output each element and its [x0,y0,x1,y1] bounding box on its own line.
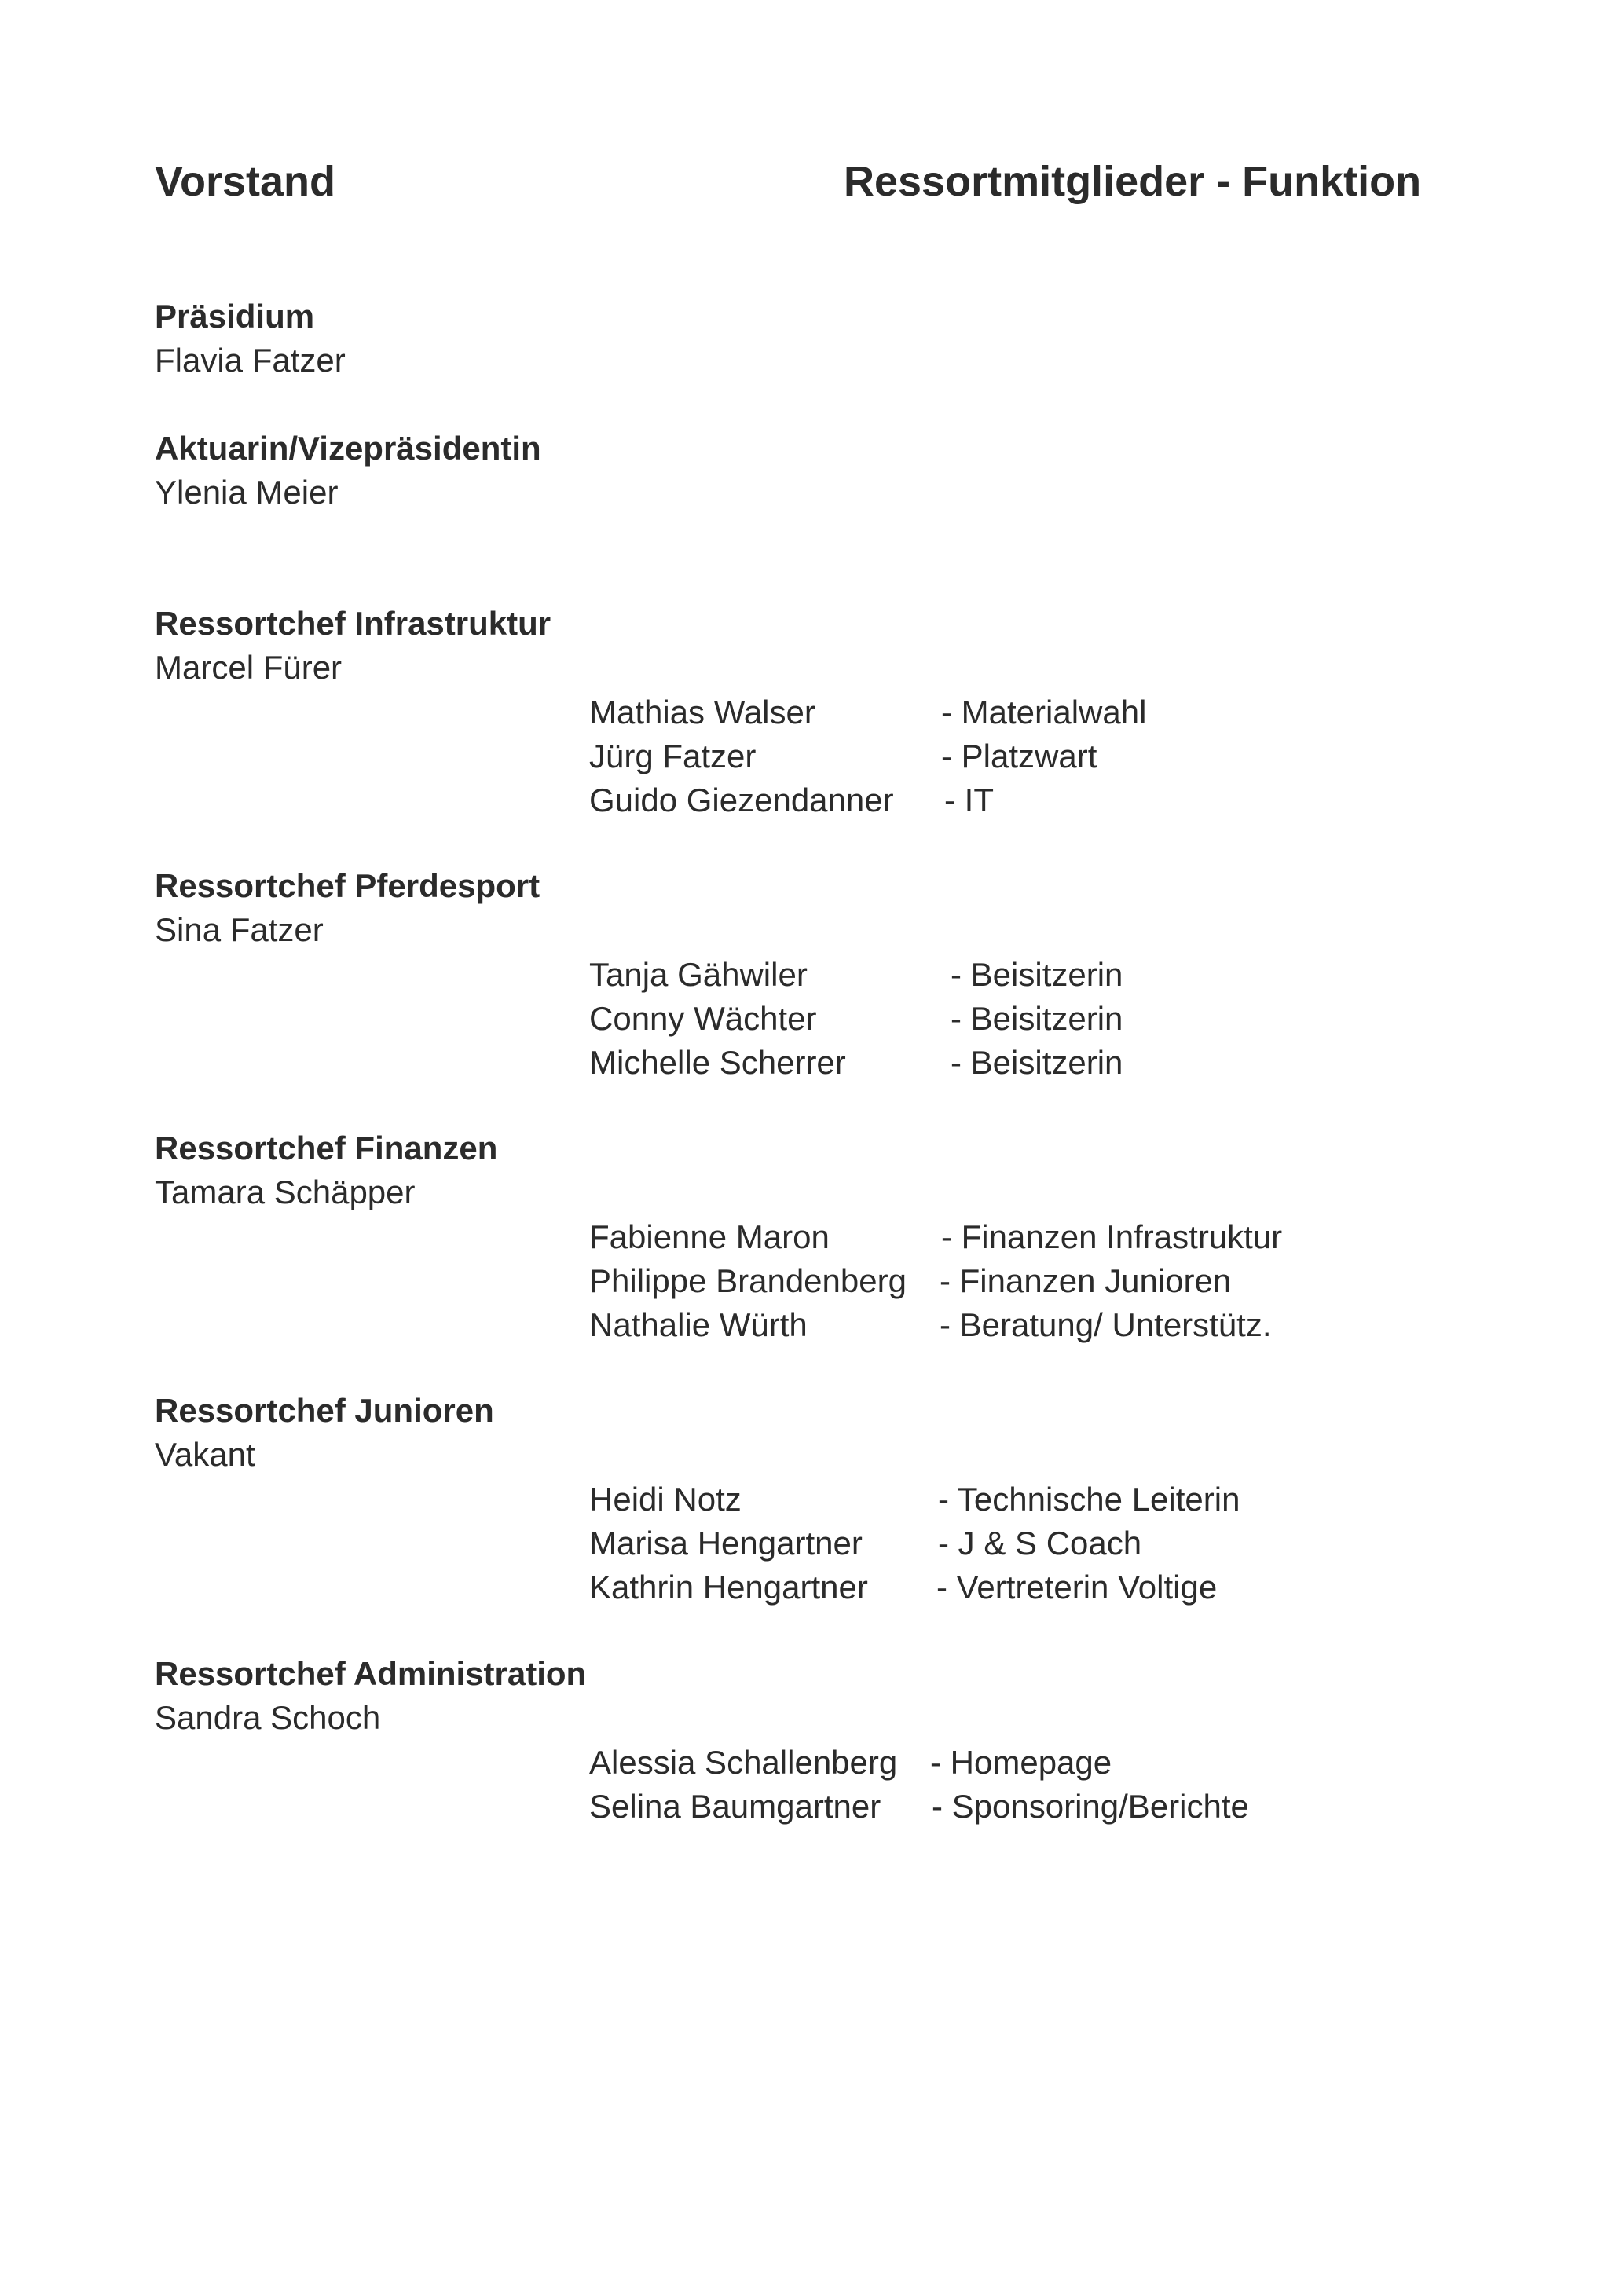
member-function: - Vertreterin Voltige [936,1569,1218,1606]
member-row [589,1522,1375,1565]
member-row [589,997,1375,1041]
member-function: - Beisitzerin [951,956,1123,993]
member-name: Kathrin Hengartner [589,1569,868,1606]
member-row [589,1303,1375,1347]
section-praesidium [155,295,1490,383]
vorstand-heading: Vorstand [155,158,336,205]
role-holder: Sina Fatzer [155,911,324,948]
members-pferdesport [589,953,1375,1085]
members-function-heading: Ressortmitglieder - Funktion [844,158,1422,205]
role-title: Ressortchef Administration [155,1655,587,1692]
role-title: Präsidium [155,298,315,335]
member-function: - Technische Leiterin [938,1481,1240,1518]
members-finanzen [589,1215,1375,1347]
role-title: Ressortchef Finanzen [155,1130,498,1166]
role-holder: Marcel Fürer [155,649,343,686]
member-function: - J & S Coach [938,1525,1142,1562]
member-name: Selina Baumgartner [589,1788,881,1825]
member-function: - Platzwart [941,738,1097,774]
member-name: Guido Giezendanner [589,782,894,818]
member-name: Philippe Brandenberg [589,1262,907,1299]
role-holder: Sandra Schoch [155,1699,381,1736]
member-name: Conny Wächter [589,1000,817,1037]
member-name: Tanja Gähwiler [589,956,808,993]
member-function: - Finanzen Junioren [940,1262,1232,1299]
member-name: Fabienne Maron [589,1218,830,1255]
member-row [589,1215,1375,1259]
member-function: - Homepage [930,1744,1112,1781]
member-function: - Beisitzerin [951,1044,1123,1081]
section-aktuarin [155,427,1490,514]
member-row [589,1041,1375,1085]
member-row [589,1741,1375,1785]
member-name: Nathalie Würth [589,1306,808,1343]
section-pferdesport [155,864,1490,952]
role-title: Ressortchef Infrastruktur [155,605,551,642]
member-function: - Finanzen Infrastruktur [941,1218,1283,1255]
member-row [589,953,1375,997]
member-row [589,1785,1375,1829]
member-row [589,734,1375,778]
section-infrastruktur [155,602,1490,690]
member-row [589,690,1375,734]
role-holder: Flavia Fatzer [155,342,346,379]
section-administration [155,1652,1490,1740]
member-function: - IT [944,782,994,818]
member-row [589,778,1375,822]
member-name: Jürg Fatzer [589,738,757,774]
role-holder: Vakant [155,1436,255,1473]
member-name: Mathias Walser [589,694,815,731]
member-name: Alessia Schallenberg [589,1744,898,1781]
members-administration [589,1741,1375,1829]
member-name: Michelle Scherrer [589,1044,846,1081]
role-holder: Ylenia Meier [155,474,339,511]
members-infrastruktur [589,690,1375,822]
member-function: - Beisitzerin [951,1000,1123,1037]
role-title: Ressortchef Junioren [155,1392,494,1429]
member-function: - Sponsoring/Berichte [932,1788,1249,1825]
member-function: - Materialwahl [941,694,1147,731]
member-function: - Beratung/ Unterstütz. [940,1306,1272,1343]
member-name: Marisa Hengartner [589,1525,863,1562]
member-row [589,1259,1375,1303]
member-row [589,1565,1375,1609]
members-junioren [589,1478,1375,1609]
member-row [589,1478,1375,1522]
section-junioren [155,1389,1490,1477]
member-name: Heidi Notz [589,1481,742,1518]
role-title: Ressortchef Pferdesport [155,867,540,904]
section-finanzen [155,1126,1490,1214]
role-holder: Tamara Schäpper [155,1174,416,1210]
role-title: Aktuarin/Vizepräsidentin [155,430,541,467]
